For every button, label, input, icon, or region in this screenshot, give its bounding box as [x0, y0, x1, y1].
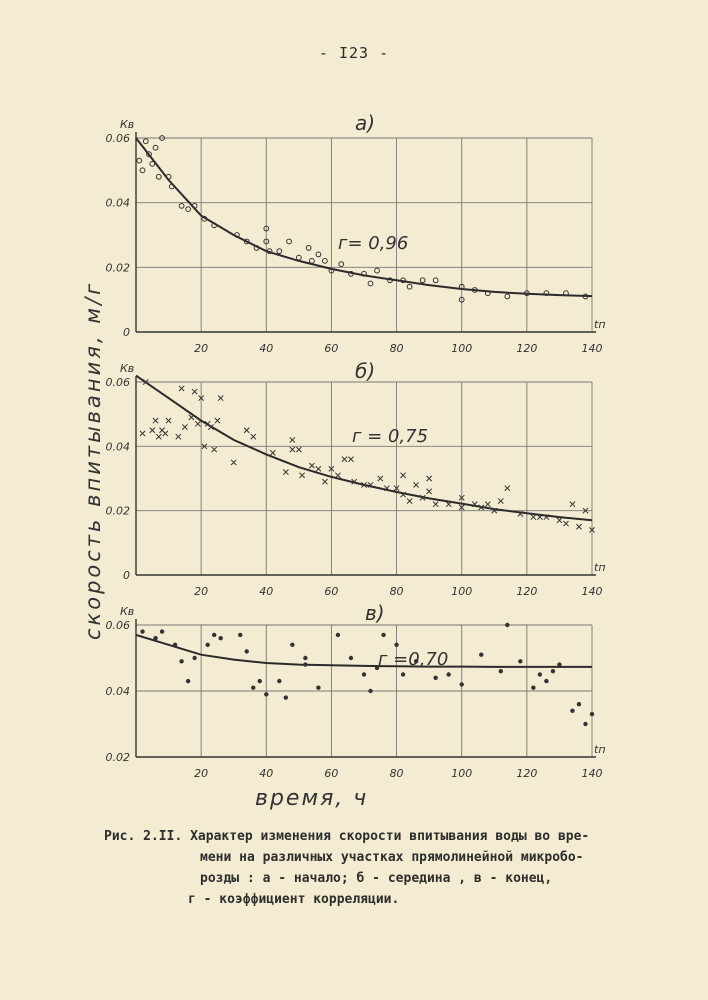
data-point — [176, 434, 181, 439]
data-point — [342, 457, 347, 462]
data-point — [192, 656, 196, 660]
data-point — [531, 515, 536, 520]
data-point — [182, 424, 187, 429]
correlation-annotation: г = 0,75 — [352, 426, 429, 447]
data-point — [349, 656, 353, 660]
x-tick-label: 60 — [324, 342, 339, 355]
chart-panel — [106, 359, 606, 598]
data-point — [309, 258, 314, 263]
data-point — [283, 469, 288, 474]
y-tick-label: 0.06 — [105, 132, 130, 145]
data-point — [518, 659, 522, 663]
data-point — [316, 686, 320, 690]
panel-label: в) — [365, 601, 385, 625]
x-tick-label: 20 — [194, 342, 209, 355]
data-point — [414, 482, 419, 487]
data-point — [137, 158, 142, 163]
data-point — [576, 524, 581, 529]
data-point — [212, 633, 216, 637]
data-point — [570, 502, 575, 507]
data-point — [335, 473, 340, 478]
data-point — [420, 278, 425, 283]
data-point — [505, 294, 510, 299]
data-point — [446, 672, 450, 676]
data-point — [163, 431, 168, 436]
data-point — [316, 466, 321, 471]
data-point — [251, 686, 255, 690]
data-point — [189, 415, 194, 420]
data-point — [531, 686, 535, 690]
data-point — [479, 653, 483, 657]
data-point — [551, 669, 555, 673]
y-axis-label: скорость впитывания, м/г — [81, 280, 105, 640]
data-point — [245, 649, 249, 653]
caption-line: мени на различных участках прямолинейной микробо- — [200, 850, 584, 865]
x-tick-label: 40 — [259, 767, 274, 780]
x-tick-label: 140 — [581, 342, 603, 355]
panel-y-unit-label: Кв — [120, 362, 135, 375]
data-point — [407, 498, 412, 503]
data-point — [296, 255, 301, 260]
data-point — [433, 676, 437, 680]
x-tick-label: 80 — [389, 342, 404, 355]
x-tick-label: 120 — [516, 767, 538, 780]
data-point — [277, 679, 281, 683]
page-number: - I23 - — [318, 44, 390, 62]
data-point — [407, 284, 412, 289]
data-point — [401, 672, 405, 676]
data-point — [316, 252, 321, 257]
data-point — [153, 636, 157, 640]
x-tick-label: 80 — [389, 767, 404, 780]
data-point — [290, 437, 295, 442]
fit-curve — [136, 138, 592, 296]
data-point — [218, 636, 222, 640]
data-point — [160, 629, 164, 633]
data-point — [150, 428, 155, 433]
data-point — [140, 629, 144, 633]
correlation-annotation: г= 0,96 — [338, 233, 409, 254]
data-point — [427, 476, 432, 481]
data-point — [258, 679, 262, 683]
x-tick-label: 100 — [451, 342, 473, 355]
data-point — [499, 669, 503, 673]
data-point — [368, 281, 373, 286]
data-point — [336, 633, 340, 637]
data-point — [563, 521, 568, 526]
fit-curve — [136, 376, 592, 521]
caption-line: г - коэффициент корреляции. — [188, 892, 400, 907]
panel-x-unit-label: tп — [594, 743, 606, 756]
chart-panel — [106, 601, 606, 780]
data-point — [218, 395, 223, 400]
data-point — [557, 662, 561, 666]
data-point — [505, 623, 509, 627]
figure-caption — [104, 826, 664, 910]
data-point — [375, 268, 380, 273]
data-point — [394, 643, 398, 647]
data-point — [322, 479, 327, 484]
data-point — [505, 486, 510, 491]
data-point — [244, 428, 249, 433]
correlation-annotation: г =0,70 — [378, 649, 449, 670]
fit-curve — [136, 635, 592, 667]
panel-x-unit-label: tп — [594, 318, 606, 331]
data-point — [140, 431, 145, 436]
panel-x-unit-label: tп — [594, 561, 606, 574]
data-point — [179, 204, 184, 209]
chart-panel — [106, 111, 606, 355]
data-point — [150, 161, 155, 166]
data-point — [570, 709, 574, 713]
data-point — [212, 447, 217, 452]
caption-line: Рис. 2.II. Характер изменения скорости впитывания воды во вре- — [104, 829, 590, 844]
panel-label: а) — [355, 111, 376, 135]
data-point — [251, 434, 256, 439]
data-point — [140, 168, 145, 173]
data-point — [309, 463, 314, 468]
data-point — [215, 418, 220, 423]
data-point — [290, 447, 295, 452]
data-point — [433, 278, 438, 283]
data-point — [153, 145, 158, 150]
y-tick-label: 0.02 — [105, 751, 130, 764]
data-point — [296, 447, 301, 452]
data-point — [590, 712, 594, 716]
data-point — [205, 643, 209, 647]
y-tick-label: 0.04 — [105, 685, 130, 698]
data-point — [323, 258, 328, 263]
data-point — [264, 692, 268, 696]
data-point — [238, 633, 242, 637]
data-point — [143, 139, 148, 144]
x-axis-label: время, ч — [255, 786, 369, 811]
data-point — [498, 498, 503, 503]
data-point — [186, 207, 191, 212]
x-tick-label: 120 — [516, 342, 538, 355]
data-point — [156, 174, 161, 179]
data-point — [186, 679, 190, 683]
data-point — [378, 476, 383, 481]
data-point — [583, 722, 587, 726]
x-tick-label: 80 — [389, 585, 404, 598]
data-point — [427, 489, 432, 494]
x-tick-label: 140 — [581, 585, 603, 598]
y-tick-label: 0.04 — [105, 440, 130, 454]
data-point — [153, 418, 158, 423]
data-point — [173, 643, 177, 647]
data-point — [362, 672, 366, 676]
data-point — [300, 473, 305, 478]
data-point — [538, 672, 542, 676]
x-tick-label: 100 — [451, 767, 473, 780]
y-tick-label: 0.06 — [105, 619, 130, 632]
data-point — [156, 434, 161, 439]
x-tick-label: 40 — [259, 585, 274, 598]
y-tick-label: 0.04 — [105, 196, 130, 210]
x-tick-label: 20 — [194, 585, 209, 598]
data-point — [270, 450, 275, 455]
data-point — [166, 418, 171, 423]
data-point — [557, 518, 562, 523]
x-tick-label: 40 — [259, 342, 274, 355]
x-tick-label: 20 — [194, 767, 209, 780]
data-point — [460, 682, 464, 686]
y-tick-label: 0.06 — [105, 376, 130, 389]
caption-line: розды : а - начало; б - середина , в - конец, — [200, 871, 553, 886]
y-tick-label: 0.02 — [105, 504, 130, 518]
data-point — [192, 389, 197, 394]
data-point — [303, 662, 307, 666]
data-point — [339, 262, 344, 267]
data-point — [381, 633, 385, 637]
data-point — [306, 246, 311, 251]
data-point — [303, 656, 307, 660]
data-point — [277, 249, 282, 254]
data-point — [287, 239, 292, 244]
x-tick-label: 120 — [516, 585, 538, 598]
panel-y-unit-label: Кв — [120, 605, 135, 618]
data-point — [179, 386, 184, 391]
x-tick-label: 140 — [581, 767, 603, 780]
data-point — [231, 460, 236, 465]
data-point — [577, 702, 581, 706]
data-point — [284, 695, 288, 699]
panel-label: б) — [355, 359, 376, 383]
data-point — [348, 457, 353, 462]
y-tick-label: 0.02 — [105, 261, 130, 275]
data-point — [400, 473, 405, 478]
x-tick-label: 100 — [451, 585, 473, 598]
data-point — [290, 643, 294, 647]
data-point — [195, 421, 200, 426]
data-point — [368, 689, 372, 693]
data-point — [179, 659, 183, 663]
data-point — [544, 679, 548, 683]
data-point — [433, 502, 438, 507]
x-tick-label: 60 — [324, 767, 339, 780]
y-tick-label: 0 — [123, 569, 130, 582]
x-tick-label: 60 — [324, 585, 339, 598]
data-point — [485, 502, 490, 507]
y-tick-label: 0 — [123, 326, 130, 339]
panel-y-unit-label: Кв — [120, 118, 135, 131]
